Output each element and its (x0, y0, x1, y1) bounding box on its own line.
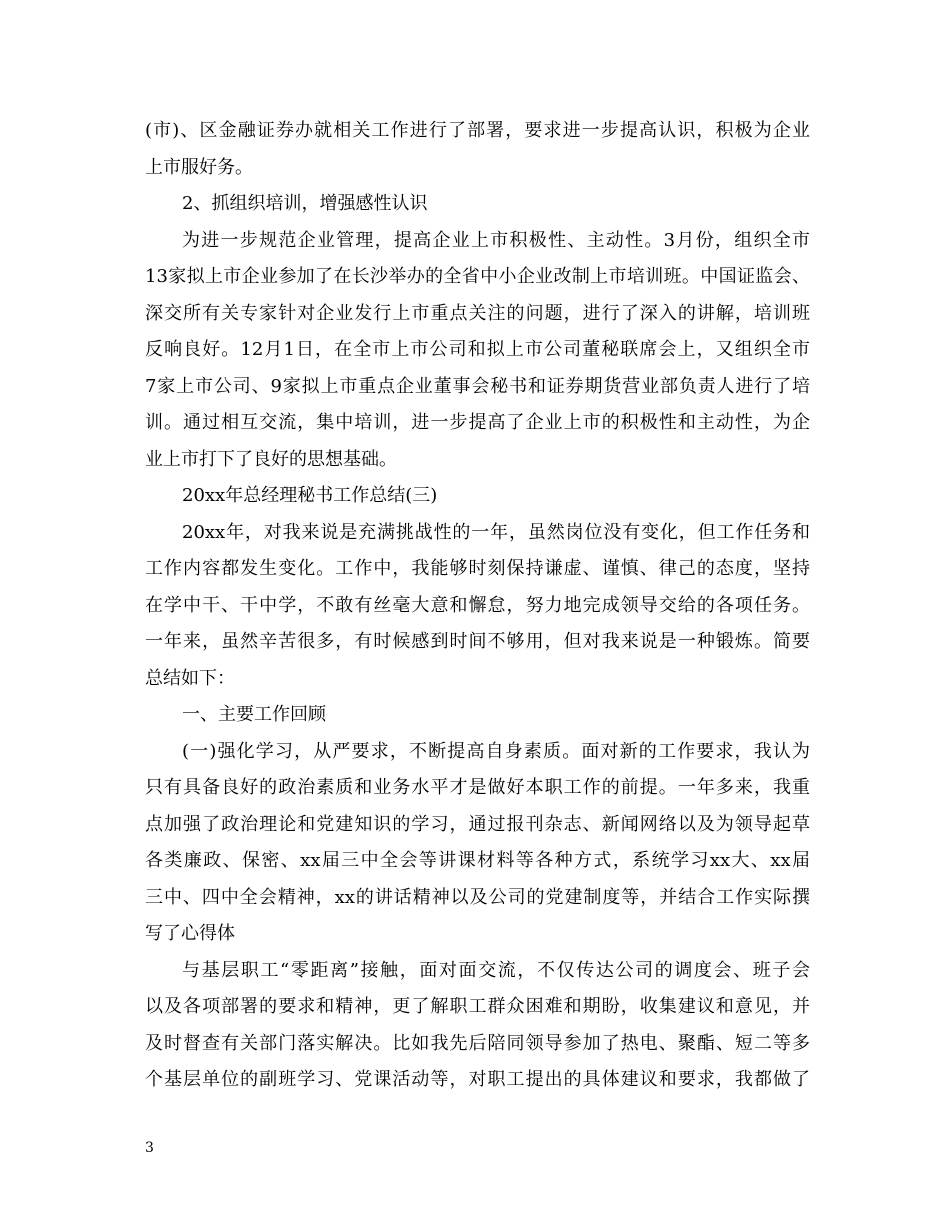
text-line: 为进一步规范企业管理，提高企业上市积极性、主动性。3月份，组织全市 (182, 229, 810, 251)
text-line: 三中、四中全会精神，xx的讲话精神以及公司的党建制度等，并结合工作实际撰 (145, 886, 810, 908)
text-line: 2、抓组织培训，增强感性认识 (182, 193, 428, 214)
text-line: 及时督查有关部门落实解决。比如我先后陪同领导参加了热电、聚酯、短二等多 (145, 1032, 810, 1054)
text-line: (一)强化学习，从严要求，不断提高自身素质。面对新的工作要求，我认为 (182, 740, 810, 762)
text-line: 20xx年，对我来说是充满挑战性的一年，虽然岗位没有变化，但工作任务和 (182, 521, 810, 543)
text-line: 20xx年总经理秘书工作总结(三) (182, 485, 438, 506)
text-line: 业上市打下了良好的思想基础。 (145, 448, 397, 470)
text-line: 个基层单位的副班学习、党课活动等，对职工提出的具体建议和要求，我都做了 (145, 1069, 810, 1090)
text-line: 反响良好。12月1日，在全市上市公司和拟上市公司董秘联席会上，又组织全市 (145, 339, 810, 360)
text-line: 一年来，虽然辛苦很多，有时候感到时间不够用，但对我来说是一种锻炼。简要 (145, 631, 810, 652)
text-line: 在学中干、干中学，不敢有丝毫大意和懈怠，努力地完成领导交给的各项任务。 (145, 594, 810, 616)
text-line: 深交所有关专家针对企业发行上市重点关注的问题，进行了深入的讲解，培训班 (145, 302, 810, 324)
text-line: 训。通过相互交流，集中培训，进一步提高了企业上市的积极性和主动性，为企 (145, 412, 810, 433)
text-line: 各类廉政、保密、xx届三中全会等讲课材料等各种方式，系统学习xx大、xx届 (145, 850, 810, 871)
page-number: 3 (145, 1140, 154, 1156)
text-line: 与基层职工“零距离”接触，面对面交流，不仅传达公司的调度会、班子会 (182, 959, 810, 981)
text-line: 上市服好务。 (145, 156, 253, 178)
text-line: 总结如下： (145, 667, 235, 689)
text-line: 只有具备良好的政治素质和业务水平才是做好本职工作的前提。一年多来，我重 (145, 777, 810, 798)
text-line: 13家拟上市企业参加了在长沙举办的全省中小企业改制上市培训班。中国证监会、 (145, 266, 810, 287)
text-line: (市)、区金融证券办就相关工作进行了部署，要求进一步提高认识，积极为企业 (145, 120, 810, 141)
text-line: 工作内容都发生变化。工作中，我能够时刻保持谦虚、谨慎、律己的态度，坚持 (145, 558, 810, 579)
text-line: 一、主要工作回顾 (182, 704, 326, 725)
text-line: 点加强了政治理论和党建知识的学习，通过报刊杂志、新闻网络以及为领导起草 (145, 813, 810, 835)
text-line: 7家上市公司、9家拟上市重点企业董事会秘书和证券期货营业部负责人进行了培 (145, 375, 810, 397)
text-line: 写了心得体 (145, 923, 235, 944)
text-line: 以及各项部署的要求和精神，更了解职工群众困难和期盼，收集建议和意见，并 (145, 996, 810, 1017)
body-text (145, 113, 810, 1099)
